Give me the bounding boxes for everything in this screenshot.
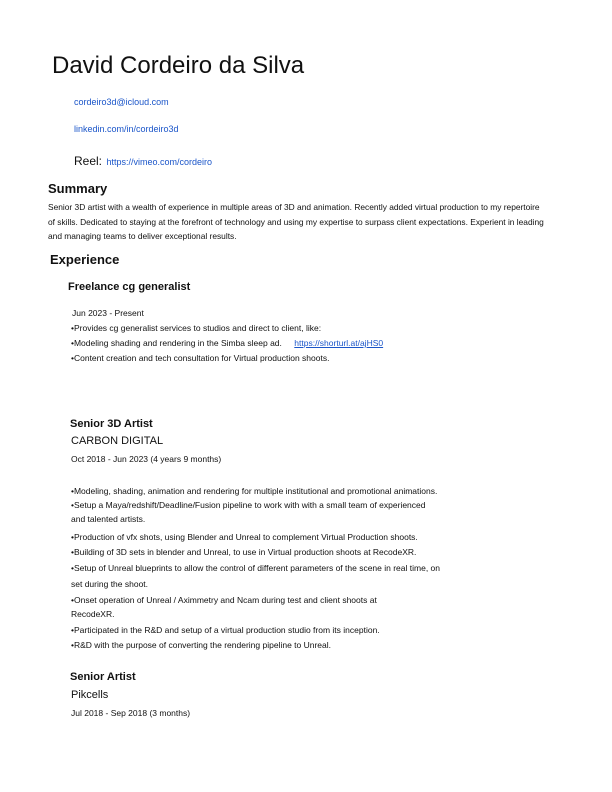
job-bullet: •Provides cg generalist services to studios and direct to client, like:	[71, 323, 322, 333]
simba-ad-link[interactable]: https://shorturl.at/ajHS0	[294, 338, 384, 348]
job-bullet: •Onset operation of Unreal / Aximmetry and Ncam during test and client shoots at	[71, 595, 377, 605]
job-bullet-cont: and talented artists.	[71, 514, 146, 524]
job-dates-freelance: Jun 2023 - Present	[72, 308, 144, 318]
summary-text: Senior 3D artist with a wealth of experience in multiple areas of 3D and animation. Recently added virtual production to my repertoire of skills. Dedicated to staying at the forefront of technology and using my expertise to surpass client expectations. Experient in leading and managing teams to deliver exceptional results.	[48, 202, 544, 241]
job-bullet: •Participated in the R&D and setup of a virtual production studio from its inception.	[71, 625, 380, 635]
job-dates-carbon: Oct 2018 - Jun 2023 (4 years 9 months)	[71, 454, 222, 464]
job-dates-pikcells: Jul 2018 - Sep 2018 (3 months)	[71, 708, 191, 718]
job-bullet-simba	[71, 338, 383, 348]
job-bullet-cont: RecodeXR.	[71, 609, 115, 619]
company-pikcells: Pikcells	[71, 689, 109, 701]
job-title-freelance: Freelance cg generalist	[68, 281, 191, 293]
job-title-carbon: Senior 3D Artist	[70, 418, 153, 430]
reel-link[interactable]: https://vimeo.com/cordeiro	[106, 157, 213, 167]
email-link[interactable]: cordeiro3d@icloud.com	[74, 97, 169, 107]
candidate-name: David Cordeiro da Silva	[52, 52, 305, 79]
reel-label: Reel:	[74, 154, 103, 168]
company-carbon: CARBON DIGITAL	[71, 435, 164, 447]
reel-line	[74, 152, 212, 170]
job-bullet-cont: set during the shoot.	[71, 579, 149, 589]
experience-heading: Experience	[50, 252, 120, 267]
job-bullet: •R&D with the purpose of converting the rendering pipeline to Unreal.	[71, 640, 332, 650]
linkedin-link[interactable]: linkedin.com/in/cordeiro3d	[74, 124, 179, 134]
job-title-pikcells: Senior Artist	[70, 671, 136, 683]
summary-heading: Summary	[48, 181, 108, 196]
job-bullet: •Modeling shading and rendering in the Simba sleep ad.	[71, 338, 282, 348]
job-bullet: •Modeling, shading, animation and rendering for multiple institutional and promotional animations.	[71, 486, 438, 496]
job-bullet: •Setup a Maya/redshift/Deadline/Fusion pipeline to work with with a small team of experienced	[71, 500, 426, 510]
job-bullet: •Building of 3D sets in blender and Unreal, to use in Virtual production shoots at RecodeXR.	[71, 547, 417, 557]
job-bullet: •Setup of Unreal blueprints to allow the control of different parameters of the scene in real time, on	[71, 563, 440, 573]
job-bullet: •Production of vfx shots, using Blender and Unreal to complement Virtual Production shoots.	[71, 532, 418, 542]
job-bullet: •Content creation and tech consultation for Virtual production shoots.	[71, 353, 330, 363]
